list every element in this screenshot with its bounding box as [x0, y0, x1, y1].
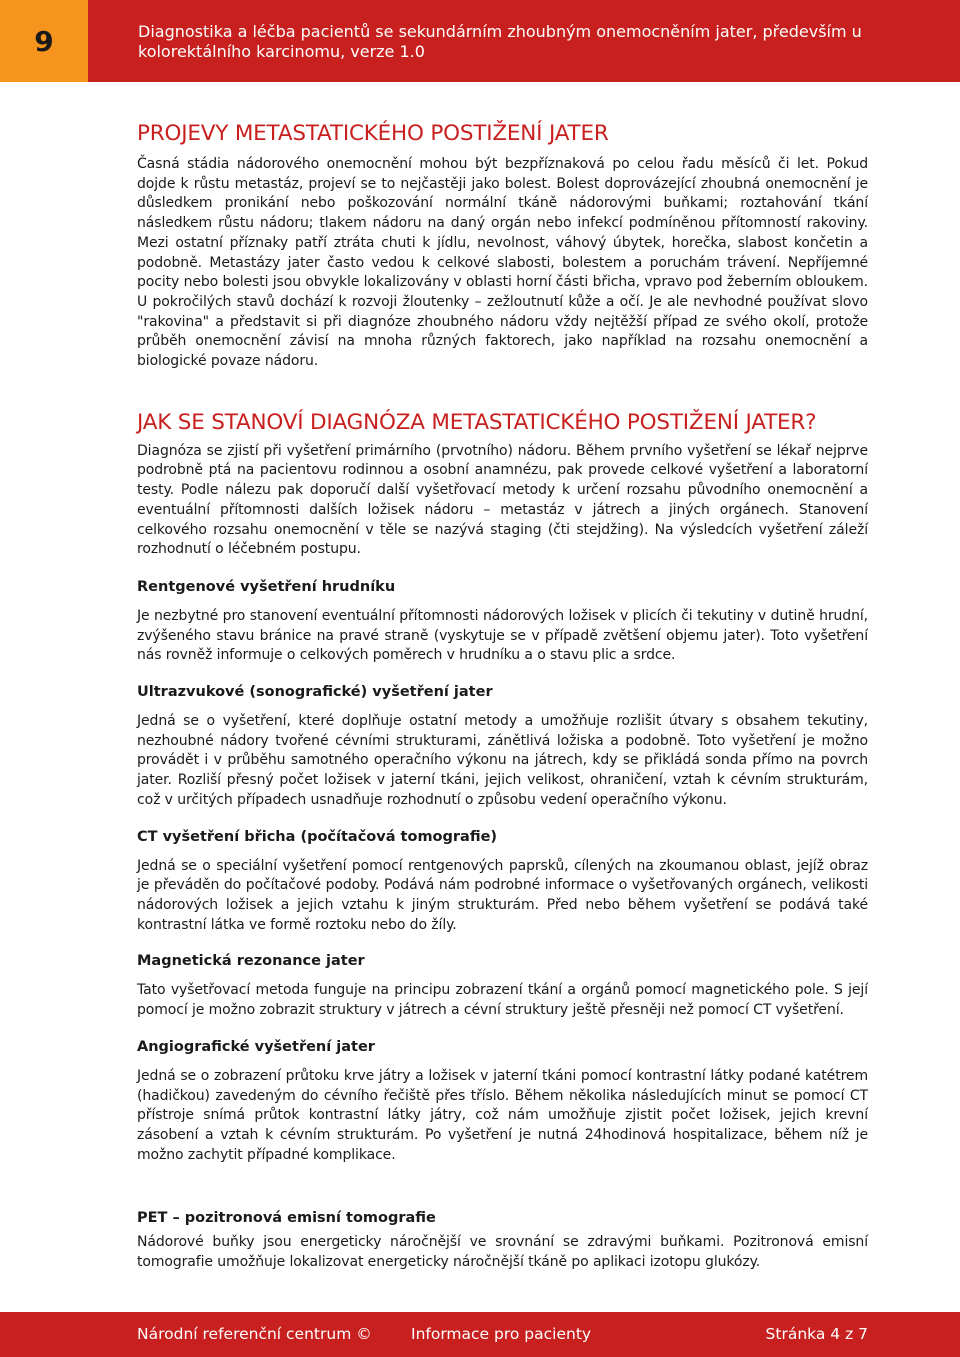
document-title-line-1: Diagnostika a léčba pacientů se sekundárním zhoubným onemocněním jater, především u	[138, 22, 862, 41]
subsection-body-xray: Je nezbytné pro stanovení eventuální přítomnosti nádorových ložisek v plicích či tekutiny v dutině hrudní, zvýšeného stavu bránice na pravé straně (vyskytuje se v případě zvětšení objemu jater). Toto vyšetření nás rovněž informuje o celkových poměrech v hrudníku a o stavu plic a srdce.	[137, 607, 868, 664]
footer-organization: Národní referenční centrum ©	[137, 1325, 372, 1343]
footer-page-indicator: Stránka 4 z 7	[765, 1325, 868, 1343]
section-heading-symptoms: PROJEVY METASTATICKÉHO POSTIŽENÍ JATER	[137, 121, 609, 146]
page-content	[137, 120, 868, 1273]
subsection-body-ultrasound: Jedná se o vyšetření, které doplňuje ostatní metody a umožňuje rozlišit útvary s obsahem tekutiny, nezhoubné nádory tvořené cévními strukturami, zánětlivá ložiska a podobně. Toto vyšetření je možno provádět i v průběhu samotného operačního výkonu na játrech, kdy se přikládá sonda přímo na povrch jater. Rozliší přesný počet ložisek v jaterní tkáni, jejich velikost, ohraničení, vztah k cévním strukturám, což v určitých případech usnadňuje rozhodnutí o způsobu vedení operačního výkonu.	[137, 713, 868, 808]
subsection-body-ct: Jedná se o speciální vyšetření pomocí rentgenových paprsků, cílených na zkoumanou oblast, jejíž obraz je převáděn do počítačové podoby. Podává nám podrobné informace o vyšetřovaných orgánech, velikosti nádorových ložisek a jejich vztahu k jiným strukturám. Před nebo během vyšetření se podává také kontrastní látka ve formě roztoku nebo do žíly.	[137, 857, 868, 933]
subsection-title-mri: Magnetická rezonance jater	[137, 953, 365, 970]
subsection-title-angiography: Angiografické vyšetření jater	[137, 1038, 375, 1055]
footer-audience: Informace pro pacienty	[411, 1325, 592, 1343]
section-body-diagnosis: Diagnóza se zjistí při vyšetření primárního (prvotního) nádoru. Během prvního vyšetření se lékař nejprve podrobně ptá na pacientovu rodinnou a osobní anamnézu, pak provede celkové vyšetření a laboratorní testy. Podle nálezu pak doporučí další vyšetřovací metody k určení rozsahu původního onemocnění a eventuální přítomnosti dalších ložisek nádoru – metastáz v játrech a jiných orgánech. Stanovení celkového rozsahu onemocnění v těle se nazývá staging (čti stejdžing). Na výsledcích vyšetření záleží rozhodnutí o léčebném postupu.	[137, 442, 868, 558]
subsection-title-ct: CT vyšetření břicha (počítačová tomografie)	[137, 828, 498, 845]
subsection-title-xray: Rentgenové vyšetření hrudníku	[137, 578, 396, 595]
section-body-symptoms: Časná stádia nádorového onemocnění mohou být bezpříznaková po celou řadu měsíců či let. Pokud dojde k růstu metastáz, projeví se to nejčastěji jako bolest. Bolest doprovázející zhoubná onemocnění je důsledkem pronikání nebo poškozování normální tkáně nádorovými buňkami; roztahování tkání následkem růstu nádoru; tlakem nádoru na daný orgán nebo infekcí podmíněnou přítomností rakoviny. Mezi ostatní příznaky patří ztráta chuti k jídlu, nevolnost, váhový úbytek, horečka, slabost končetin a podobně. Metastázy jater často vedou k celkové slabosti, bolestem a poruchám trávení. Nepříjemné pocity nebo bolesti jsou obvykle lokalizovány v oblasti horní části břicha, vpravo pod žeberním obloukem. U pokročilých stavů dochází k rozvoji žloutenky – zežloutnutí kůže a očí. Je ale nevhodné používat slovo "rakovina" a představit si při diagnóze zhoubného nádoru vždy nejtěžší případ ze svého okolí, protože průběh onemocnění závisí na mnoha různých faktorech, jako například na rozsahu onemocnění a biologické povaze nádoru.	[137, 156, 868, 370]
page-header	[0, 0, 960, 82]
subsection-title-ultrasound: Ultrazvukové (sonografické) vyšetření jater	[137, 684, 493, 701]
subsection-body-pet: Nádorové buňky jsou energeticky náročnější ve srovnání se zdravými buňkami. Pozitronová emisní tomografie umožňuje lokalizovat energeticky náročnější tkáně po aplikaci izotopu glukózy.	[137, 1234, 868, 1271]
subsection-body-mri: Tato vyšetřovací metoda funguje na principu zobrazení tkání a orgánů pomocí magnetického pole. S její pomocí je možno zobrazit struktury v játrech a cévní struktury ještě přesněji než pomocí CT vyšetření.	[137, 982, 868, 1019]
document-title-line-2: kolorektálního karcinomu, verze 1.0	[138, 42, 425, 61]
section-heading-diagnosis: JAK SE STANOVÍ DIAGNÓZA METASTATICKÉHO POSTIŽENÍ JATER?	[137, 409, 817, 435]
page-footer	[0, 1312, 960, 1357]
subsection-body-angiography: Jedná se o zobrazení průtoku krve játry a ložisek v jaterní tkáni pomocí kontrastní látky podané katétrem (hadičkou) zavedeným do cévního řečiště přes tříslo. Během několika následujících minut se pomocí CT přístroje snímá průtok kontrastní látky játry, což nám umožňuje zjistit počet ložisek, jejich krevní zásobení a vztah k cévním strukturám. Po vyšetření je nutná 24hodinová hospitalizace, během níž je možno zachytit případné komplikace.	[137, 1067, 868, 1163]
page-number-badge: 9	[0, 0, 88, 82]
subsection-title-pet: PET – pozitronová emisní tomografie	[137, 1210, 436, 1227]
document-title	[138, 22, 938, 62]
